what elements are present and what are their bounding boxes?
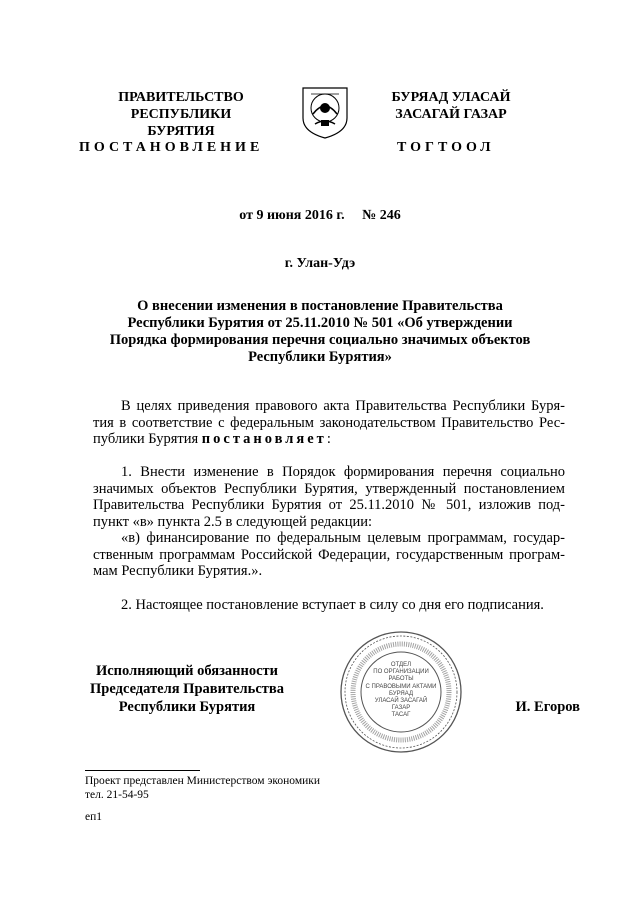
item-1-line-4: пункт «в» пункта 2.5 в следующей редакции: [93,513,372,530]
item-1-line-5: «в) финансирование по федеральным целевым программам, государ- [121,530,565,546]
item-1-line-1: 1. Внести изменение в Порядок формирования перечня социально [121,464,565,480]
place: г. Улан-Удэ [284,256,356,271]
coat-of-arms-emblem [297,84,353,140]
header-right-line-2: ЗАСАГАЙ ГАЗАР [395,107,507,122]
official-stamp [339,630,463,754]
item-1-line-2: значимых объектов Республики Бурятия, утвержденный постановлением [93,480,565,497]
footer-line-2: тел. 21-54-95 [85,789,149,801]
position-line-3: Республики Бурятия [118,699,256,715]
item-1-line-7: мам Республики Бурятия.». [93,563,263,579]
paragraph-resolution [93,464,565,580]
header-left-line-2: РЕСПУБЛИКИ БУРЯТИЯ [130,107,232,139]
signatory-name: И. Егоров [515,699,580,715]
stamp-line-1: ОТДЕЛ [390,662,412,668]
title-line-1: О внесении изменения в постановление Правительства [137,298,503,314]
header-right [371,89,531,123]
preamble-line-3-suffix: : [326,431,331,447]
paragraph-item-2 [93,597,565,614]
paragraph-preamble [93,398,565,448]
title-line-4: Республики Бурятия» [248,349,392,365]
position-line-2: Председателя Правительства [90,681,284,697]
footer-line-1: Проект представлен Министерством экономики [85,775,321,787]
stamp-text [361,662,441,720]
title-line-2: Республики Бурятия от 25.11.2010 № 501 «Об утверждении [127,315,513,331]
date-number-line: от 9 июня 2016 г. № 246 [239,208,401,223]
stamp-line-4: С ПРАВОВЫМИ АКТАМИ [365,683,437,690]
resolves-word: постановляет [201,431,327,447]
footer-note [85,774,320,802]
preamble-line-3 [93,431,565,448]
coat-of-arms-icon [297,84,353,140]
footer-code: еп1 [85,811,103,823]
header-left-line-1: ПРАВИТЕЛЬСТВО [118,90,244,105]
item-1-line-6: ственным программам Российской Федерации, государственным програм- [93,546,565,563]
stamp-line-5: БУРЯАД [388,690,414,697]
item-1-line-3: Правительства Республики Бурятия от 25.11.2010 № 501, изложив под- [93,497,565,513]
doc-type-right: ТОГТООЛ [397,140,495,155]
preamble-line-1: В целях приведения правового акта Правительства Республики Буря- [121,398,565,414]
position-line-1: Исполняющий обязанности [95,663,279,679]
stamp-line-6: УЛАСАЙ ЗАСАГАЙ [374,698,428,705]
header-right-line-1: БУРЯАД УЛАСАЙ [391,90,511,105]
preamble-line-2: тия в соответствие с федеральным законодательством Правительство Рес- [93,414,565,431]
header-left [96,89,266,140]
footer-divider [85,770,200,771]
stamp-line-3: РАБОТЫ [388,676,414,683]
document-title [40,298,600,366]
doc-type-left: ПОСТАНОВЛЕНИЕ [79,140,264,155]
title-line-3: Порядка формирования перечня социально значимых объектов [109,332,531,348]
stamp-line-7: ГАЗАР [391,705,411,712]
signatory-position [76,662,298,716]
stamp-line-2: ПО ОРГАНИЗАЦИИ [373,669,429,676]
item-2-line-1: 2. Настоящее постановление вступает в силу со дня его подписания. [121,597,544,613]
preamble-line-3-prefix: публики Бурятия [93,431,202,447]
stamp-line-8: ТАСАГ [391,712,411,719]
